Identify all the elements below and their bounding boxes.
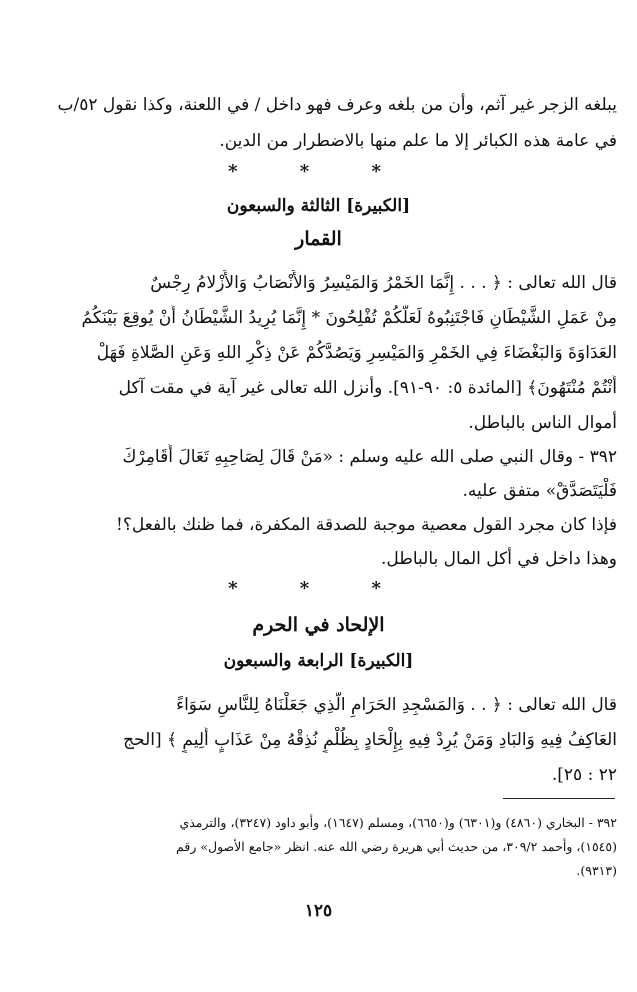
body-line: فإذا كان مجرد القول معصية موجبة للصدقة المكفرة، فما ظنك بالفعل؟! [116, 515, 617, 535]
body-line: قال الله تعالى : ﴿ . . . إِنَّمَا الخَمْرُ وَالمَيْسِرُ وَالأَنْصَابُ وَالأَزْلامُ رِجْسٌ [150, 273, 617, 293]
page-number: ١٢٥ [304, 901, 333, 921]
hadith-line: فَلْيَتَصَدَّقْ» متفق عليه. [462, 481, 617, 501]
body-line: أَنْتُمْ مُنْتَهُونَ﴾ [المائدة ٥: ٩٠-٩١]. وأنزل الله تعالى غير آية في مقت آكل [118, 378, 617, 398]
body-line: أموال الناس بالباطل. [468, 413, 617, 433]
footnote-line: (٩٣١٣). [576, 863, 617, 878]
section-title: الإلحاد في الحرم [252, 614, 385, 636]
section-separator: * * * [228, 578, 409, 599]
section-subtitle: [الكبيرة] الثالثة والسبعون [226, 196, 411, 216]
body-line: قال الله تعالى : ﴿ . . وَالمَسْجِدِ الحَرَامِ الَّذِي جَعَلْنَاهُ لِلنَّاسِ سَوَاءً [176, 695, 617, 715]
section-separator: * * * [228, 161, 409, 182]
section-subtitle: [الكبيرة] الرابعة والسبعون [223, 651, 414, 671]
footnote-rule [503, 798, 615, 799]
body-line: العَاكِفُ فِيهِ وَالبَادِ وَمَنْ يُرِدْ فِيهِ بِإِلْحَادٍ بِظُلْمٍ نُذِقْهُ مِنْ عَذَابٍ أَلِيمٍ ﴾ [الحج [123, 730, 617, 750]
body-line: في عامة هذه الكبائر إلا ما علم منها بالاضطرار من الدين. [219, 131, 617, 151]
footnote-line: ٣٩٢ - البخاري (٤٨٦٠) و(٦٣٠١) و(٦٦٥٠)، ومسلم (١٦٤٧)، وأبو داود (٣٢٤٧)، والترمذي [179, 815, 617, 830]
body-line: العَدَاوَةَ وَالبَغْضَاءَ فِي الخَمْرِ وَالمَيْسِرِ وَيَصُدَّكُمْ عَنْ ذِكْرِ اللهِ وَعَنِ الصَّلاةِ فَهَلْ [96, 343, 617, 363]
section-title: القمار [295, 228, 342, 250]
hadith-line: ٣٩٢ - وقال النبي صلى الله عليه وسلم : «مَنْ قَالَ لِصَاحِبِهِ تَعَالَ أُقَامِرْكَ [122, 447, 617, 467]
footnote-line: (١٥٤٥)، وأحمد ٣٠٩/٢، من حديث أبي هريرة رضي الله عنه. انظر «جامع الأصول» رقم [176, 839, 617, 854]
body-line: يبلغه الزجر غير آثم، وأن من بلغه وعرف فهو داخل / في اللعنة، وكذا نقول ٥٢/ب [57, 95, 617, 115]
body-line: مِنْ عَمَلِ الشَّيْطَانِ فَاجْتَنِبُوهُ لَعَلَّكُمْ تُفْلِحُونَ * إِنَّمَا يُرِيدُ الشَّيْطَانُ أَنْ يُوقِعَ بَيْنَكُمُ [81, 308, 617, 328]
body-line: ٢٢ : ٢٥]. [551, 765, 617, 785]
body-line: وهذا داخل في أكل المال بالباطل. [381, 549, 617, 569]
